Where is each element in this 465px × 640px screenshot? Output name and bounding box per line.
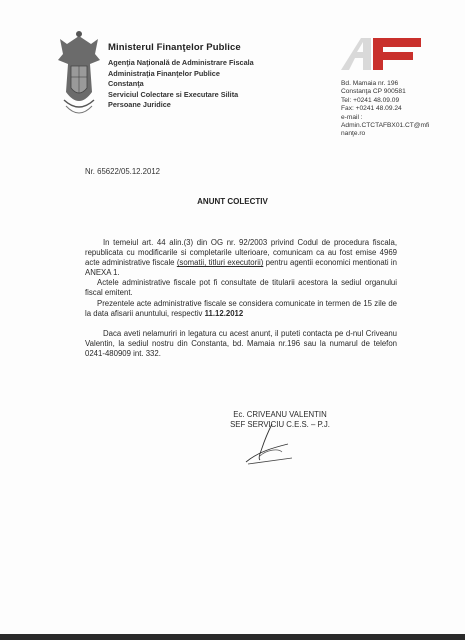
ministry-header — [108, 42, 308, 111]
signatory-name: Ec. CRIVEANU VALENTIN — [233, 410, 327, 419]
posting-date: 11.12.2012 — [204, 308, 244, 318]
service-subname: Persoane Juridice — [108, 100, 171, 109]
contact-phone: Tel: +0241 48.09.09 — [341, 96, 400, 104]
contact-email-2: nanţe.ro — [341, 130, 366, 138]
registration-number: Nr. 65622/05.12.2012 — [85, 167, 160, 176]
contact-postal: Constanţa CP 900581 — [341, 88, 406, 96]
document-title: ANUNT COLECTIV — [197, 197, 268, 206]
paragraph-deadline: Prezentele acte administrative fiscale se considera comunicate in termen de 15 zile de la data afisarii anuntului, respectiv 11.12.2012 — [85, 298, 397, 318]
paragraph-legal-basis: In temeiul art. 44 alin.(3) din OG nr. 92/2003 privind Codul de procedura fiscala, republicata cu modificarile si completarile ulterioare, comunicam ca au fost emise 4969 acte administrative fiscale (somatii, titluri executorii) pentru agentii economici mentionati in ANEXA 1. — [85, 238, 398, 278]
handwritten-signature-icon — [238, 418, 298, 468]
contact-address: Bd. Mamaia nr. 196 — [341, 80, 399, 87]
contact-email-1: Admin.CTCTAFBX01.CT@mfi — [341, 122, 430, 130]
agency-name: Agenţia Naţională de Administrare Fiscala — [108, 58, 254, 67]
paragraph-contact: Daca aveti nelamuriri in legatura cu acest anunt, il puteti contacta pe d-nul Criveanu Valentin, la sediul nostru din Constanta, bd. Mamaia nr.196 sau la numarul de telefon 0241-480909 int. 332. — [85, 328, 397, 358]
contact-email-label: e-mail : — [341, 113, 363, 121]
underlined-act-types: (somatii, titluri executorii) — [176, 258, 264, 268]
contact-block — [341, 80, 451, 139]
signatory-role: SEF SERVICIU C.E.S. – P.J. — [230, 420, 330, 429]
romania-coat-of-arms-icon — [54, 30, 104, 125]
scan-bottom-edge — [0, 634, 465, 640]
city-name: Constanţa — [108, 79, 144, 88]
service-name: Serviciul Colectare si Executare Silita — [108, 89, 239, 99]
anaf-af-logo-icon — [337, 32, 423, 72]
administration-name: Administraţia Finanţelor Publice — [108, 68, 220, 78]
document-body — [85, 238, 397, 359]
contact-fax: Fax: +0241 48.09.24 — [341, 105, 402, 113]
paragraph-consultation: Actele administrative fiscale pot fi consultate de titularii acestora la sediul organului fiscal emitent. — [85, 278, 397, 298]
ministry-title: Ministerul Finanţelor Publice — [108, 42, 241, 53]
